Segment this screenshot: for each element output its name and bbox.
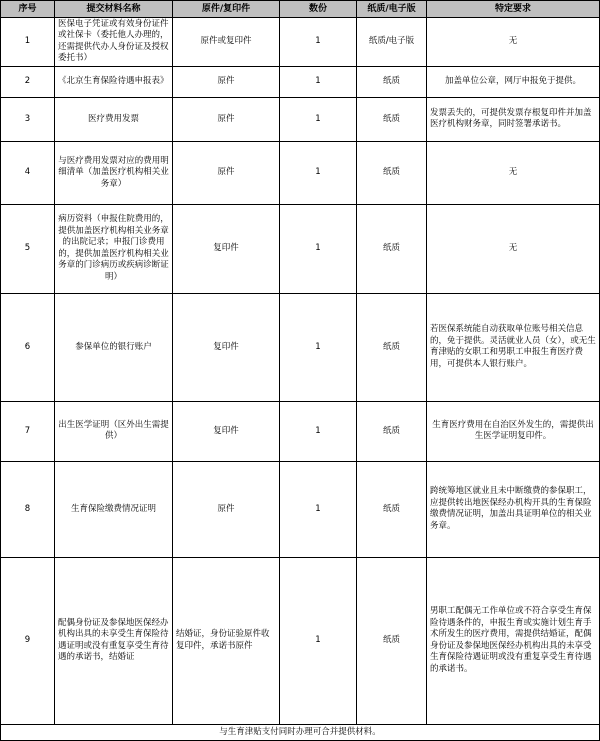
material-name: 生育保险缴费情况证明 bbox=[55, 461, 173, 557]
header-copy: 原件/复印件 bbox=[173, 1, 280, 18]
header-format: 纸质/电子版 bbox=[357, 1, 427, 18]
format: 纸质 bbox=[357, 293, 427, 401]
material-name: 出生医学证明（区外出生需提供） bbox=[55, 401, 173, 461]
count: 1 bbox=[280, 401, 357, 461]
count: 1 bbox=[280, 141, 357, 204]
material-name: 参保单位的银行账户 bbox=[55, 293, 173, 401]
material-name: 《北京生育保险待遇申报表》 bbox=[55, 66, 173, 97]
format: 纸质 bbox=[357, 66, 427, 97]
count: 1 bbox=[280, 204, 357, 293]
copy-type: 复印件 bbox=[173, 293, 280, 401]
requirement: 男职工配偶无工作单位或不符合享受生育保险待遇条件的，申报生育或实施计划生育手术所发生的医疗费用，需提供结婚证，配偶身份证及参保地医保经办机构出具的未享受生育保险待遇证明或没有重复享受生育待遇的承诺书。 bbox=[427, 557, 600, 724]
material-name: 与医疗费用发票对应的费用明细清单（加盖医疗机构相关业务章） bbox=[55, 141, 173, 204]
requirement: 发票丢失的，可提供发票存根复印件并加盖医疗机构财务章，同时签署承诺书。 bbox=[427, 97, 600, 141]
material-name: 医疗费用发票 bbox=[55, 97, 173, 141]
table-row bbox=[1, 401, 600, 461]
row-number: 1 bbox=[1, 18, 55, 67]
table-note: 与生育津贴支付同时办理可合并提供材料。 bbox=[1, 724, 600, 740]
header-count: 数份 bbox=[280, 1, 357, 18]
table-row bbox=[1, 18, 600, 67]
table-row bbox=[1, 293, 600, 401]
copy-type: 原件 bbox=[173, 66, 280, 97]
requirement: 加盖单位公章，网厅申报免于提供。 bbox=[427, 66, 600, 97]
count: 1 bbox=[280, 557, 357, 724]
count: 1 bbox=[280, 66, 357, 97]
table-header-row bbox=[1, 1, 600, 18]
material-name: 配偶身份证及参保地医保经办机构出具的未享受生育保险待遇证明或没有重复享受生育待遇的承诺书，结婚证 bbox=[55, 557, 173, 724]
format: 纸质 bbox=[357, 557, 427, 724]
copy-type: 原件或复印件 bbox=[173, 18, 280, 67]
format: 纸质/电子版 bbox=[357, 18, 427, 67]
row-number: 7 bbox=[1, 401, 55, 461]
table-row bbox=[1, 204, 600, 293]
copy-type: 原件 bbox=[173, 97, 280, 141]
row-number: 5 bbox=[1, 204, 55, 293]
format: 纸质 bbox=[357, 461, 427, 557]
count: 1 bbox=[280, 293, 357, 401]
table-row bbox=[1, 66, 600, 97]
row-number: 6 bbox=[1, 293, 55, 401]
table-row bbox=[1, 141, 600, 204]
requirement: 生育医疗费用在自治区外发生的，需提供出生医学证明复印件。 bbox=[427, 401, 600, 461]
requirement: 跨统筹地区就业且未中断缴费的参保职工，应提供转出地医保经办机构开具的生育保险缴费情况证明，加盖出具证明单位的相关业务章。 bbox=[427, 461, 600, 557]
table-note-row bbox=[1, 724, 600, 740]
table-row bbox=[1, 97, 600, 141]
copy-type: 复印件 bbox=[173, 204, 280, 293]
material-name: 医保电子凭证或有效身份证件或社保卡（委托他人办理的，还需提供代办人身份证及授权委托书） bbox=[55, 18, 173, 67]
table-row bbox=[1, 557, 600, 724]
row-number: 4 bbox=[1, 141, 55, 204]
copy-type: 复印件 bbox=[173, 401, 280, 461]
requirement: 无 bbox=[427, 18, 600, 67]
header-no: 序号 bbox=[1, 1, 55, 18]
row-number: 3 bbox=[1, 97, 55, 141]
format: 纸质 bbox=[357, 204, 427, 293]
requirement: 无 bbox=[427, 141, 600, 204]
table-row bbox=[1, 461, 600, 557]
requirement: 无 bbox=[427, 204, 600, 293]
requirement: 若医保系统能自动获取单位账号相关信息的，免于提供。灵活就业人员（女），或无生育津贴的女职工和男职工申报生育医疗费用，可提供本人银行账户。 bbox=[427, 293, 600, 401]
row-number: 8 bbox=[1, 461, 55, 557]
count: 1 bbox=[280, 97, 357, 141]
count: 1 bbox=[280, 18, 357, 67]
format: 纸质 bbox=[357, 141, 427, 204]
header-name: 提交材料名称 bbox=[55, 1, 173, 18]
material-name: 病历资料（申报住院费用的，提供加盖医疗机构相关业务章的出院记录；申报门诊费用的，提供加盖医疗机构相关业务章的门诊病历或疾病诊断证明） bbox=[55, 204, 173, 293]
copy-type: 原件 bbox=[173, 461, 280, 557]
row-number: 2 bbox=[1, 66, 55, 97]
row-number: 9 bbox=[1, 557, 55, 724]
header-requirement: 特定要求 bbox=[427, 1, 600, 18]
format: 纸质 bbox=[357, 97, 427, 141]
count: 1 bbox=[280, 461, 357, 557]
copy-type: 结婚证，身份证验原件收复印件，承诺书原件 bbox=[173, 557, 280, 724]
copy-type: 原件 bbox=[173, 141, 280, 204]
format: 纸质 bbox=[357, 401, 427, 461]
